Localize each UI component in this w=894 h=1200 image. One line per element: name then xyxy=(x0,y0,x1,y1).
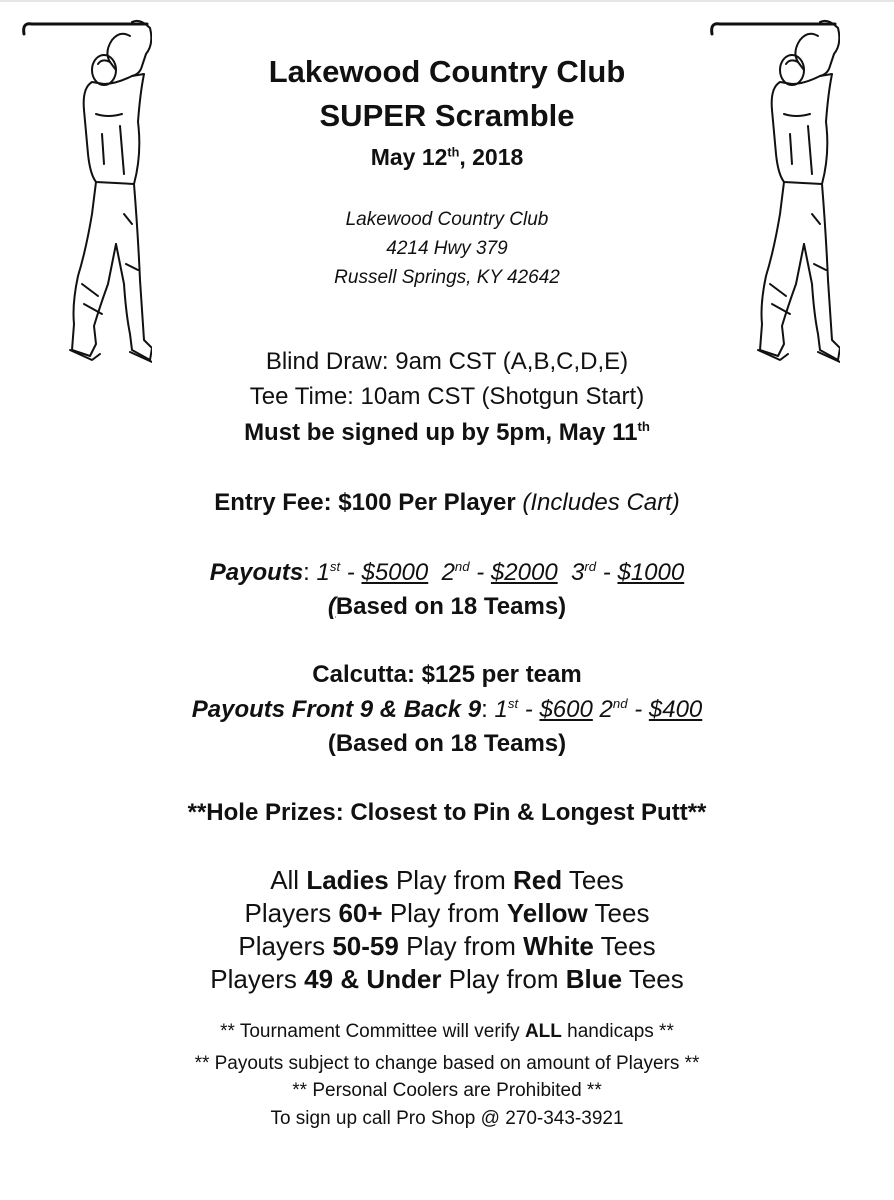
address-street: 4214 Hwy 379 xyxy=(386,238,508,259)
tees-sixty-c: Play from xyxy=(389,898,500,928)
payout-third-sup: rd xyxy=(584,559,597,574)
top-border xyxy=(0,0,894,2)
tees-under-a: Players xyxy=(210,964,297,994)
payout-second-sup: nd xyxy=(454,559,470,574)
tees-fifty xyxy=(0,930,894,963)
note-handicaps-a: ** Tournament Committee will verify xyxy=(220,1021,520,1042)
tees-under-c: Play from xyxy=(448,964,559,994)
tees-fifty-b: 50-59 xyxy=(332,931,399,961)
tees-ladies-d: Red xyxy=(512,865,563,895)
payout-first-amount: $5000 xyxy=(361,559,429,586)
event-title-line1: Lakewood Country Club xyxy=(268,54,626,89)
date-suffix: , 2018 xyxy=(459,144,524,170)
tees-sixty-e: Tees xyxy=(594,898,650,928)
payouts-line: Payouts: 1st - $5000 2nd - $2000 3rd - $1000 xyxy=(209,559,685,586)
entry-fee: Entry Fee: $100 Per Player xyxy=(214,489,516,516)
payout-second-amount: $2000 xyxy=(490,559,558,586)
tees-under-b: 49 & Under xyxy=(304,964,442,994)
address-name: Lakewood Country Club xyxy=(345,209,549,230)
date-prefix: May 12 xyxy=(370,144,448,170)
address-city: Russell Springs, KY 42642 xyxy=(334,267,560,288)
event-date xyxy=(0,142,894,172)
signup-deadline xyxy=(0,416,894,449)
payouts-basis-paren: ( xyxy=(327,593,336,620)
signup-deadline-sup: th xyxy=(637,419,650,434)
signup-deadline-text: Must be signed up by 5pm, May 11 xyxy=(244,419,638,446)
tees-sixty-d: Yellow xyxy=(506,898,588,928)
entry-fee-note: (Includes Cart) xyxy=(522,489,680,516)
tees-sixty-b: 60+ xyxy=(338,898,383,928)
payout-first-sup: st xyxy=(329,559,341,574)
note-handicaps-c: handicaps ** xyxy=(567,1021,674,1042)
payout-third-amount: $1000 xyxy=(617,559,685,586)
calcutta-second-place: 2 xyxy=(599,696,613,723)
calcutta-first-sup: st xyxy=(507,696,519,711)
tees-fifty-d: White xyxy=(523,931,594,961)
payouts-label: Payouts xyxy=(209,559,304,586)
payouts-basis xyxy=(0,590,894,623)
tees-sixty-a: Players xyxy=(244,898,332,928)
payout-first-place: 1 xyxy=(316,559,330,586)
event-title-line2: SUPER Scramble xyxy=(319,98,575,133)
note-signup-call: To sign up call Pro Shop @ 270-343-3921 xyxy=(270,1108,624,1129)
note-coolers: ** Personal Coolers are Prohibited ** xyxy=(292,1080,602,1101)
tees-ladies-c: Play from xyxy=(395,865,506,895)
note-payout-change: ** Payouts subject to change based on amount of Players ** xyxy=(194,1053,700,1074)
note-handicaps xyxy=(0,1020,894,1044)
note-handicaps-b: ALL xyxy=(524,1021,562,1042)
tees-under-d: Blue xyxy=(565,964,623,994)
tees-ladies xyxy=(0,864,894,897)
calcutta-first-amount: $600 xyxy=(539,696,593,723)
tees-ladies-b: Ladies xyxy=(306,865,389,895)
date-sup: th xyxy=(447,145,460,160)
hole-prizes: **Hole Prizes: Closest to Pin & Longest Putt** xyxy=(187,799,707,826)
tees-sixty xyxy=(0,897,894,930)
calcutta-second-amount: $400 xyxy=(648,696,703,723)
payouts-basis-text: Based on 18 Teams) xyxy=(335,593,567,620)
tees-ladies-e: Tees xyxy=(568,865,624,895)
calcutta-first-place: 1 xyxy=(494,696,508,723)
tees-fifty-e: Tees xyxy=(600,931,656,961)
calcutta-payouts-line: Payouts Front 9 & Back 9: 1st - $600 2nd - $400 xyxy=(191,696,703,723)
tee-time: Tee Time: 10am CST (Shotgun Start) xyxy=(249,383,645,410)
entry-fee-line xyxy=(0,486,894,519)
tees-under xyxy=(0,963,894,996)
payout-second-place: 2 xyxy=(441,559,455,586)
calcutta-payouts-label: Payouts Front 9 & Back 9 xyxy=(191,696,482,723)
payout-third-place: 3 xyxy=(571,559,585,586)
calcutta-title: Calcutta: $125 per team xyxy=(312,661,582,688)
tees-fifty-a: Players xyxy=(238,931,326,961)
blind-draw: Blind Draw: 9am CST (A,B,C,D,E) xyxy=(265,348,629,375)
tees-fifty-c: Play from xyxy=(406,931,516,961)
tees-ladies-a: All xyxy=(270,865,300,895)
calcutta-basis: (Based on 18 Teams) xyxy=(327,730,567,757)
calcutta-second-sup: nd xyxy=(612,696,628,711)
tees-under-e: Tees xyxy=(628,964,684,994)
